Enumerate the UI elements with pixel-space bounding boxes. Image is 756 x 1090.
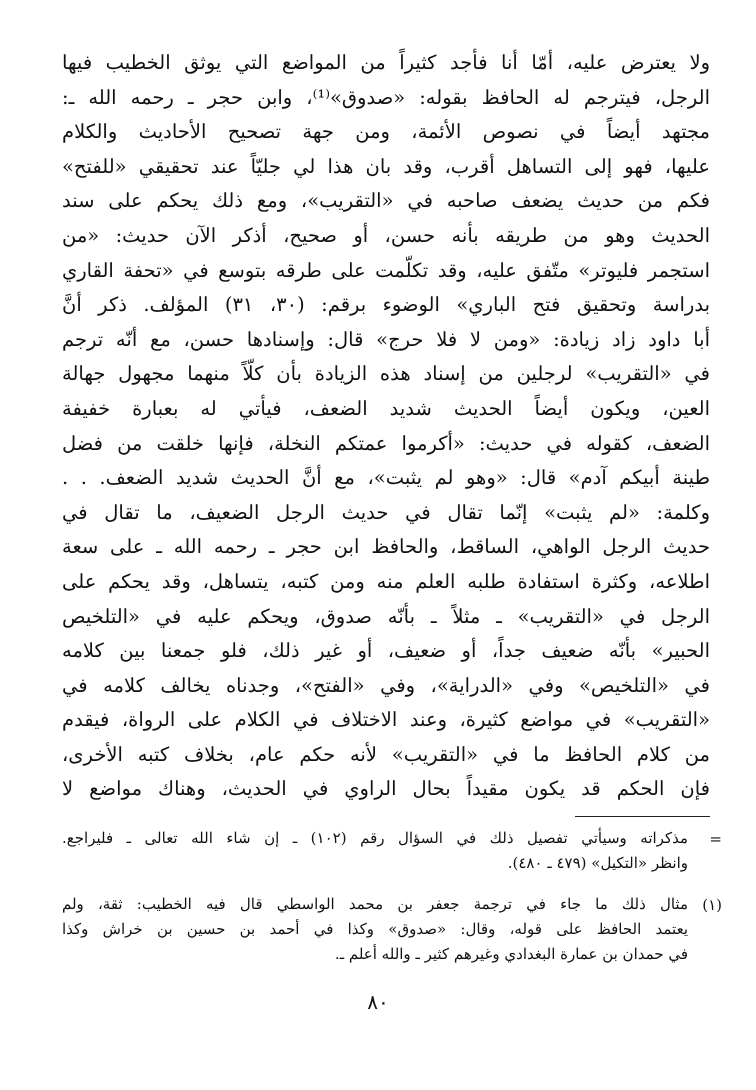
text-line: في «التلخيص» وفي «الدراية»، وفي «الفتح»، وجدناه يخالف كلامه في bbox=[62, 673, 710, 697]
text-line: من كلام الحافظ ما في «التقريب» لأنه حكم عام، بخلاف كتبه الأخرى، bbox=[62, 742, 710, 766]
footnote-marker: (١) bbox=[702, 896, 722, 914]
text-line: الحبير» بأنّه ضعيف جداً، أو ضعيف، أو غير ذلك، فلو جمعنا بين كلامه bbox=[62, 639, 710, 663]
footnote-1 bbox=[62, 892, 722, 967]
text-line: طينة أبيكم آدم» قال: «وهو لم يثبت»، مع أنَّ الحديث شديد الضعف. . . bbox=[62, 466, 710, 490]
text-line: مجتهد أيضاً في نصوص الأئمة، ومن جهة تصحيح الأحاديث والكلام bbox=[62, 120, 710, 144]
text-line: الرجل، فيترجم له الحافظ بقوله: «صدوق»⁽¹⁾، وابن حجر ـ رحمه الله ـ: bbox=[62, 85, 710, 109]
text-line: وكلمة: «لم يثبت» إنّما تقال في حديث الرجل الضعيف، ما تقال في bbox=[62, 500, 710, 524]
page-number: ٨٠ bbox=[367, 990, 389, 1014]
text-line: العين، ويكون أيضاً الحديث شديد الضعف، فيأتي له بعبارة خفيفة bbox=[62, 396, 710, 420]
footnote-line: مذكراته وسيأتي تفصيل ذلك في السؤال رقم (١٠٢) ـ إن شاء الله تعالى ـ فليراجع. bbox=[62, 829, 688, 847]
text-line: «التقريب» في مواضع كثيرة، وعند الاختلاف في الكلام على الرواة، فيقدم bbox=[62, 708, 710, 732]
text-line: الحديث وهو من طريقه بأنه حسن، أو صحيح، أذكر الآن حديث: «من bbox=[62, 223, 710, 247]
text-line: الضعف، كقوله في حديث: «أكرموا عمتكم النخلة، فإنها خلقت من فضل bbox=[62, 431, 710, 455]
footnote-divider bbox=[575, 816, 710, 817]
text-line: ولا يعترض عليه، أمّا أنا فأجد كثيراً من المواضع التي يوثق الخطيب فيها bbox=[62, 51, 710, 74]
text-line: فكم من حديث يضعف صاحبه في «التقريب»، ومع ذلك يحكم على سند bbox=[62, 189, 710, 213]
footnote-line: يعتمد الحافظ على قوله، وقال: «صدوق» وكذا في أحمد بن حسين بن خراش وكذا bbox=[62, 920, 688, 938]
text-line: أبا داود زاد زيادة: «ومن لا فلا حرج» قال: وإسنادها حسن، مع أنّه ترجم bbox=[62, 327, 710, 351]
text-line: استجمر فليوتر» متّفق عليه، وقد تكلّمت على طرقه بتوسع في «تحفة القاري bbox=[62, 258, 710, 282]
main-body-text bbox=[62, 46, 710, 807]
text-line: بدراسة وتحقيق فتح الباري» الوضوء برقم: (٣٠، ٣١) المؤلف. ذكر أنَّ bbox=[62, 293, 710, 317]
footnote-continuation bbox=[62, 826, 722, 886]
footnote-marker: = bbox=[709, 830, 722, 848]
footnotes-section bbox=[62, 826, 722, 967]
footnote-line: في حمدان بن عمارة البغدادي وغيرهم كثير ـ والله أعلم ـ. bbox=[334, 945, 688, 963]
text-line: عليها، فهو إلى التساهل أقرب، وقد بان هذا لي جليّاً عند تحقيقي «للفتح» bbox=[62, 154, 710, 178]
footnote-line: مثال ذلك ما جاء في ترجمة جعفر بن محمد الواسطي قال فيه الخطيب: ثقة، ولم bbox=[62, 895, 688, 913]
text-line: في «التقريب» لرجلين من إسناد هذه الزيادة بأن كلّاً منهما مجهول جهالة bbox=[62, 362, 710, 386]
text-line: حديث الرجل الواهي، الساقط، والحافظ ابن حجر ـ رحمه الله ـ على سعة bbox=[62, 535, 710, 559]
footnote-line: وانظر «التكيل» (٤٧٩ ـ ٤٨٠). bbox=[507, 854, 688, 872]
text-line: فإن الحكم قد يكون مقيداً بحال الراوي في الحديث، وهناك مواضع لا bbox=[62, 777, 710, 801]
text-line: الرجل في «التقريب» ـ مثلاً ـ بأنّه صدوق، ويحكم عليه في «التلخيص bbox=[62, 604, 710, 628]
text-line: اطلاعه، وكثرة استفادة طلبه العلم منه ومن كتبه، يتساهل، وقد يحكم على bbox=[62, 569, 710, 593]
